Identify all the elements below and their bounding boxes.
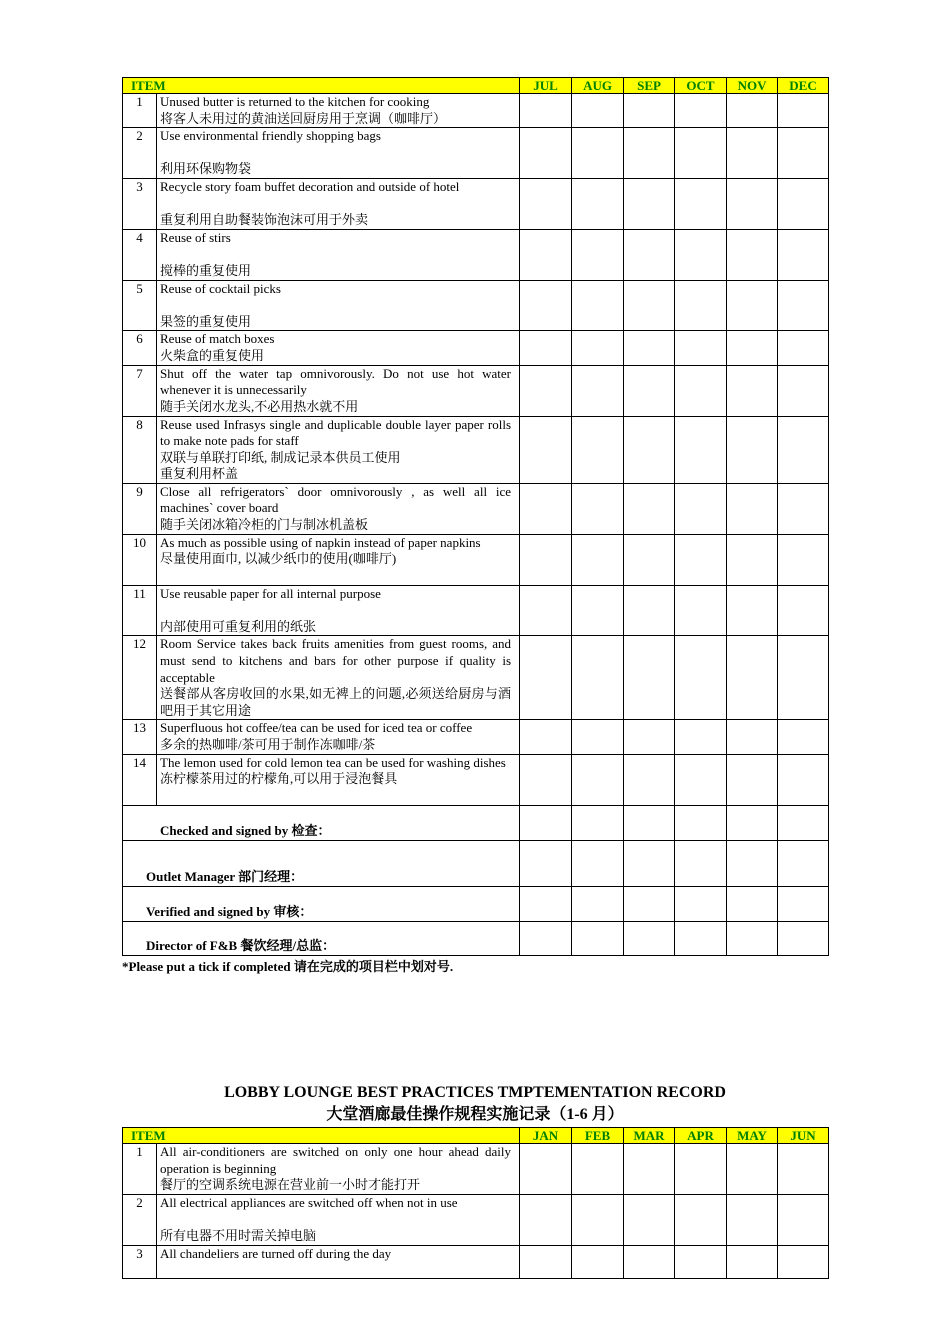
tick-cell[interactable] xyxy=(778,128,829,179)
tick-cell[interactable] xyxy=(727,585,778,636)
signature-row xyxy=(123,886,829,921)
tick-cell[interactable] xyxy=(624,331,675,365)
item-text-en: Room Service takes back fruits amenities from guest rooms, and must send to kitchens and bars for other purpose if quality is acceptable xyxy=(160,636,512,685)
tick-cell[interactable] xyxy=(520,280,572,331)
signature-cell[interactable] xyxy=(520,840,572,886)
item-description xyxy=(157,229,520,280)
item-number: 10 xyxy=(123,534,157,585)
table-row xyxy=(123,365,829,416)
tick-cell[interactable] xyxy=(624,280,675,331)
table-row xyxy=(123,1245,829,1278)
tick-cell[interactable] xyxy=(778,365,829,416)
item-description xyxy=(157,720,520,754)
item-text-en: Shut off the water tap omnivorously. Do not use hot water whenever it is unnecessarily xyxy=(160,365,512,398)
signature-cell[interactable] xyxy=(572,921,624,955)
item-text-zh: 随手关闭水龙头,不必用热水就不用 xyxy=(160,398,359,414)
tick-cell[interactable] xyxy=(624,128,675,179)
signature-cell[interactable] xyxy=(624,805,675,840)
col-month-header: SEP xyxy=(624,78,675,94)
item-description xyxy=(157,636,520,720)
item-text-zh: 重复利用自助餐装饰泡沫可用于外卖 xyxy=(160,212,369,228)
director-cell xyxy=(123,921,520,955)
signature-cell[interactable] xyxy=(675,886,727,921)
col-month-header: MAR xyxy=(624,1128,675,1144)
header-row xyxy=(123,1128,829,1144)
tick-cell[interactable] xyxy=(727,1245,778,1278)
tick-cell[interactable] xyxy=(624,94,675,128)
item-text-en: Reuse used Infrasys single and duplicable double layer paper rolls to make note pads for staff xyxy=(160,416,512,449)
signature-cell[interactable] xyxy=(675,921,727,955)
tick-cell[interactable] xyxy=(675,1245,727,1278)
checked-signed-label: Checked and signed by 检查： xyxy=(160,823,331,839)
tick-cell[interactable] xyxy=(624,636,675,720)
signature-cell[interactable] xyxy=(520,921,572,955)
item-text-zh: 内部使用可重复利用的纸张 xyxy=(160,618,317,634)
tick-cell[interactable] xyxy=(727,636,778,720)
record-table-jan-jun xyxy=(122,1127,829,1279)
signature-cell[interactable] xyxy=(624,921,675,955)
tick-cell[interactable] xyxy=(778,94,829,128)
item-text-en: The lemon used for cold lemon tea can be used for washing dishes xyxy=(160,754,506,770)
item-number: 3 xyxy=(123,1245,157,1278)
item-number: 14 xyxy=(123,754,157,805)
tick-cell[interactable] xyxy=(520,94,572,128)
tick-cell[interactable] xyxy=(624,365,675,416)
tick-cell[interactable] xyxy=(727,128,778,179)
tick-cell[interactable] xyxy=(727,229,778,280)
item-text-en: Recycle story foam buffet decoration and outside of hotel xyxy=(160,178,460,194)
tick-cell[interactable] xyxy=(778,229,829,280)
table-row xyxy=(123,94,829,128)
signature-cell[interactable] xyxy=(572,886,624,921)
outlet-manager-cell xyxy=(123,840,520,886)
tick-cell[interactable] xyxy=(520,636,572,720)
item-text-en: Superfluous hot coffee/tea can be used for iced tea or coffee xyxy=(160,720,473,736)
checked-signed-cell xyxy=(123,805,520,840)
tick-cell[interactable] xyxy=(572,128,624,179)
tick-cell[interactable] xyxy=(572,1245,624,1278)
signature-cell[interactable] xyxy=(624,886,675,921)
tick-cell[interactable] xyxy=(727,1194,778,1245)
tick-cell[interactable] xyxy=(624,720,675,754)
tick-cell[interactable] xyxy=(572,720,624,754)
col-item-header: ITEM xyxy=(123,78,520,94)
tick-cell[interactable] xyxy=(572,1144,624,1195)
item-text-zh: 餐厅的空调系统电源在营业前一小时才能打开 xyxy=(160,1177,421,1193)
signature-cell[interactable] xyxy=(520,805,572,840)
item-number: 9 xyxy=(123,483,157,534)
item-description xyxy=(157,128,520,179)
item-text-en: Reuse of stirs xyxy=(160,229,231,245)
tick-cell[interactable] xyxy=(675,585,727,636)
tick-cell[interactable] xyxy=(727,720,778,754)
col-item-header: ITEM xyxy=(123,1128,520,1144)
outlet-manager-label: Outlet Manager 部门经理： xyxy=(146,869,304,885)
tick-cell[interactable] xyxy=(675,1194,727,1245)
tick-cell[interactable] xyxy=(520,483,572,534)
signature-cell[interactable] xyxy=(727,805,778,840)
item-text-zh: 随手关闭冰箱冷柜的门与制冰机盖板 xyxy=(160,517,369,533)
tick-cell[interactable] xyxy=(675,94,727,128)
col-month-header: JUL xyxy=(520,78,572,94)
item-description xyxy=(157,483,520,534)
item-text-en: Reuse of match boxes xyxy=(160,331,275,347)
col-month-header: AUG xyxy=(572,78,624,94)
tick-cell[interactable] xyxy=(572,229,624,280)
item-description xyxy=(157,365,520,416)
table-row xyxy=(123,331,829,365)
signature-cell[interactable] xyxy=(778,886,829,921)
table-row xyxy=(123,483,829,534)
tick-cell[interactable] xyxy=(675,331,727,365)
item-text-en: All chandeliers are turned off during the day xyxy=(160,1245,392,1261)
tick-cell[interactable] xyxy=(624,754,675,805)
item-text-zh: 搅棒的重复使用 xyxy=(160,262,252,278)
item-description xyxy=(157,416,520,483)
item-text-zh: 将客人未用过的黄油送回厨房用于烹调（咖啡厅） xyxy=(160,110,447,126)
item-number: 6 xyxy=(123,331,157,365)
table-row xyxy=(123,1194,829,1245)
item-number: 2 xyxy=(123,1194,157,1245)
item-number: 8 xyxy=(123,416,157,483)
item-text-zh: 利用环保购物袋 xyxy=(160,161,252,177)
table-row xyxy=(123,754,829,805)
tick-cell[interactable] xyxy=(727,365,778,416)
signature-cell[interactable] xyxy=(624,840,675,886)
item-text-zh: 送餐部从客房收回的水果,如无裨上的问题,必须送给厨房与酒吧用于其它用途 xyxy=(160,686,512,718)
tick-cell[interactable] xyxy=(778,280,829,331)
tick-cell[interactable] xyxy=(624,1245,675,1278)
item-text-zh: 冻柠檬茶用过的柠檬角,可以用于浸泡餐具 xyxy=(160,771,398,787)
item-description xyxy=(157,178,520,229)
item-text-en: As much as possible using of napkin instead of paper napkins xyxy=(160,534,481,550)
tick-cell[interactable] xyxy=(572,331,624,365)
director-label: Director of F&B 餐饮经理/总监： xyxy=(146,938,336,954)
table-row xyxy=(123,229,829,280)
signature-cell[interactable] xyxy=(675,840,727,886)
tick-cell[interactable] xyxy=(572,1194,624,1245)
item-description xyxy=(157,1194,520,1245)
tick-cell[interactable] xyxy=(520,1194,572,1245)
table-row xyxy=(123,534,829,585)
tick-cell[interactable] xyxy=(572,416,624,483)
item-description xyxy=(157,754,520,805)
item-number: 3 xyxy=(123,178,157,229)
tick-cell[interactable] xyxy=(624,585,675,636)
item-number: 12 xyxy=(123,636,157,720)
tick-cell[interactable] xyxy=(520,365,572,416)
tick-cell[interactable] xyxy=(572,483,624,534)
tick-cell[interactable] xyxy=(572,636,624,720)
item-text-en: Use reusable paper for all internal purpose xyxy=(160,585,381,601)
tick-cell[interactable] xyxy=(675,365,727,416)
tick-cell[interactable] xyxy=(520,128,572,179)
item-text-zh: 火柴盒的重复使用 xyxy=(160,347,265,363)
tick-cell[interactable] xyxy=(520,1144,572,1195)
tick-cell[interactable] xyxy=(520,229,572,280)
tick-cell[interactable] xyxy=(520,1245,572,1278)
item-number: 13 xyxy=(123,720,157,754)
item-number: 1 xyxy=(123,94,157,128)
tick-cell[interactable] xyxy=(727,178,778,229)
tick-cell[interactable] xyxy=(675,534,727,585)
item-text-zh: 所有电器不用时需关掉电脑 xyxy=(160,1227,317,1243)
tick-cell[interactable] xyxy=(675,636,727,720)
tick-cell[interactable] xyxy=(675,720,727,754)
tick-cell[interactable] xyxy=(572,754,624,805)
tick-cell[interactable] xyxy=(675,754,727,805)
table-row xyxy=(123,636,829,720)
item-text-en: Unused butter is returned to the kitchen for cooking xyxy=(160,94,430,109)
signature-cell[interactable] xyxy=(520,886,572,921)
tick-cell[interactable] xyxy=(727,1144,778,1195)
item-number: 11 xyxy=(123,585,157,636)
section-subtitle: 大堂酒廊最佳操作规程实施记录（1-6 月） xyxy=(326,1106,624,1123)
tick-cell[interactable] xyxy=(778,636,829,720)
item-text-en: Use environmental friendly shopping bags xyxy=(160,128,381,144)
signature-cell[interactable] xyxy=(727,886,778,921)
tick-cell[interactable] xyxy=(675,229,727,280)
tick-cell[interactable] xyxy=(675,1144,727,1195)
item-number: 4 xyxy=(123,229,157,280)
col-month-header: FEB xyxy=(572,1128,624,1144)
tick-cell[interactable] xyxy=(727,331,778,365)
tick-cell[interactable] xyxy=(572,534,624,585)
item-description xyxy=(157,585,520,636)
col-month-header: JAN xyxy=(520,1128,572,1144)
item-number: 5 xyxy=(123,280,157,331)
signature-cell[interactable] xyxy=(727,840,778,886)
tick-cell[interactable] xyxy=(727,483,778,534)
tick-cell[interactable] xyxy=(624,229,675,280)
item-description xyxy=(157,280,520,331)
signature-cell[interactable] xyxy=(778,805,829,840)
signature-cell[interactable] xyxy=(727,921,778,955)
verified-signed-label: Verified and signed by 审核： xyxy=(146,904,313,920)
item-text-zh: 多余的热咖啡/茶可用于制作冻咖啡/茶 xyxy=(160,737,376,753)
signature-cell[interactable] xyxy=(572,805,624,840)
tick-cell[interactable] xyxy=(778,754,829,805)
item-text-zh: 双联与单联打印纸, 制成记录本供员工使用 xyxy=(160,449,401,465)
tick-cell[interactable] xyxy=(675,128,727,179)
col-month-header: MAY xyxy=(727,1128,778,1144)
tick-cell[interactable] xyxy=(572,178,624,229)
item-text-en: Close all refrigerators` door omnivorously , as well all ice machines` cover board xyxy=(160,483,512,516)
signature-cell[interactable] xyxy=(572,840,624,886)
tick-cell[interactable] xyxy=(675,178,727,229)
table-row xyxy=(123,585,829,636)
tick-cell[interactable] xyxy=(778,534,829,585)
completion-note: *Please put a tick if completed 请在完成的项目栏中划对号. xyxy=(122,959,454,974)
item-text-zh: 尽量使用面巾, 以减少纸巾的使用(咖啡厅) xyxy=(160,551,397,567)
verified-signed-cell xyxy=(123,886,520,921)
tick-cell[interactable] xyxy=(727,94,778,128)
item-number: 1 xyxy=(123,1144,157,1195)
col-month-header: APR xyxy=(675,1128,727,1144)
table-row xyxy=(123,720,829,754)
signature-cell[interactable] xyxy=(778,921,829,955)
tick-cell[interactable] xyxy=(727,416,778,483)
tick-cell[interactable] xyxy=(520,720,572,754)
col-month-header: JUN xyxy=(778,1128,829,1144)
tick-cell[interactable] xyxy=(572,365,624,416)
item-text-zh: 重复利用杯盖 xyxy=(160,466,239,482)
signature-row xyxy=(123,805,829,840)
col-month-header: OCT xyxy=(675,78,727,94)
tick-cell[interactable] xyxy=(520,585,572,636)
tick-cell[interactable] xyxy=(624,1144,675,1195)
section-title: LOBBY LOUNGE BEST PRACTICES TMPTEMENTATION RECORD xyxy=(224,1084,726,1101)
tick-cell[interactable] xyxy=(572,585,624,636)
item-description xyxy=(157,331,520,365)
signature-row xyxy=(123,840,829,886)
table-row xyxy=(123,128,829,179)
tick-cell[interactable] xyxy=(520,178,572,229)
table-row xyxy=(123,178,829,229)
tick-cell[interactable] xyxy=(624,416,675,483)
table-row xyxy=(123,416,829,483)
signature-cell[interactable] xyxy=(778,840,829,886)
record-table-jul-dec xyxy=(122,77,829,956)
tick-cell[interactable] xyxy=(520,416,572,483)
col-month-header: DEC xyxy=(778,78,829,94)
item-description xyxy=(157,534,520,585)
header-row xyxy=(123,78,829,94)
tick-cell[interactable] xyxy=(778,331,829,365)
tick-cell[interactable] xyxy=(727,280,778,331)
tick-cell[interactable] xyxy=(624,534,675,585)
tick-cell[interactable] xyxy=(572,280,624,331)
tick-cell[interactable] xyxy=(778,1245,829,1278)
tick-cell[interactable] xyxy=(778,178,829,229)
tick-cell[interactable] xyxy=(727,534,778,585)
tick-cell[interactable] xyxy=(624,1194,675,1245)
tick-cell[interactable] xyxy=(778,585,829,636)
tick-cell[interactable] xyxy=(778,720,829,754)
tick-cell[interactable] xyxy=(520,534,572,585)
tick-cell[interactable] xyxy=(778,483,829,534)
tick-cell[interactable] xyxy=(675,280,727,331)
item-number: 7 xyxy=(123,365,157,416)
tick-cell[interactable] xyxy=(778,416,829,483)
table-row xyxy=(123,1144,829,1195)
item-text-en: Reuse of cocktail picks xyxy=(160,280,281,296)
tick-cell[interactable] xyxy=(778,1144,829,1195)
tick-cell[interactable] xyxy=(520,331,572,365)
item-text-zh: 果签的重复使用 xyxy=(160,313,252,329)
col-month-header: NOV xyxy=(727,78,778,94)
item-number: 2 xyxy=(123,128,157,179)
table-row xyxy=(123,280,829,331)
tick-cell[interactable] xyxy=(624,178,675,229)
item-description xyxy=(157,1245,520,1278)
tick-cell[interactable] xyxy=(624,483,675,534)
signature-cell[interactable] xyxy=(675,805,727,840)
tick-cell[interactable] xyxy=(778,1194,829,1245)
item-text-en: All electrical appliances are switched off when not in use xyxy=(160,1194,458,1210)
tick-cell[interactable] xyxy=(572,94,624,128)
item-description xyxy=(157,94,520,128)
tick-cell[interactable] xyxy=(727,754,778,805)
item-description xyxy=(157,1144,520,1195)
item-text-en: All air-conditioners are switched on only one hour ahead daily operation is beginning xyxy=(160,1144,512,1176)
signature-row xyxy=(123,921,829,955)
tick-cell[interactable] xyxy=(675,416,727,483)
tick-cell[interactable] xyxy=(675,483,727,534)
tick-cell[interactable] xyxy=(520,754,572,805)
